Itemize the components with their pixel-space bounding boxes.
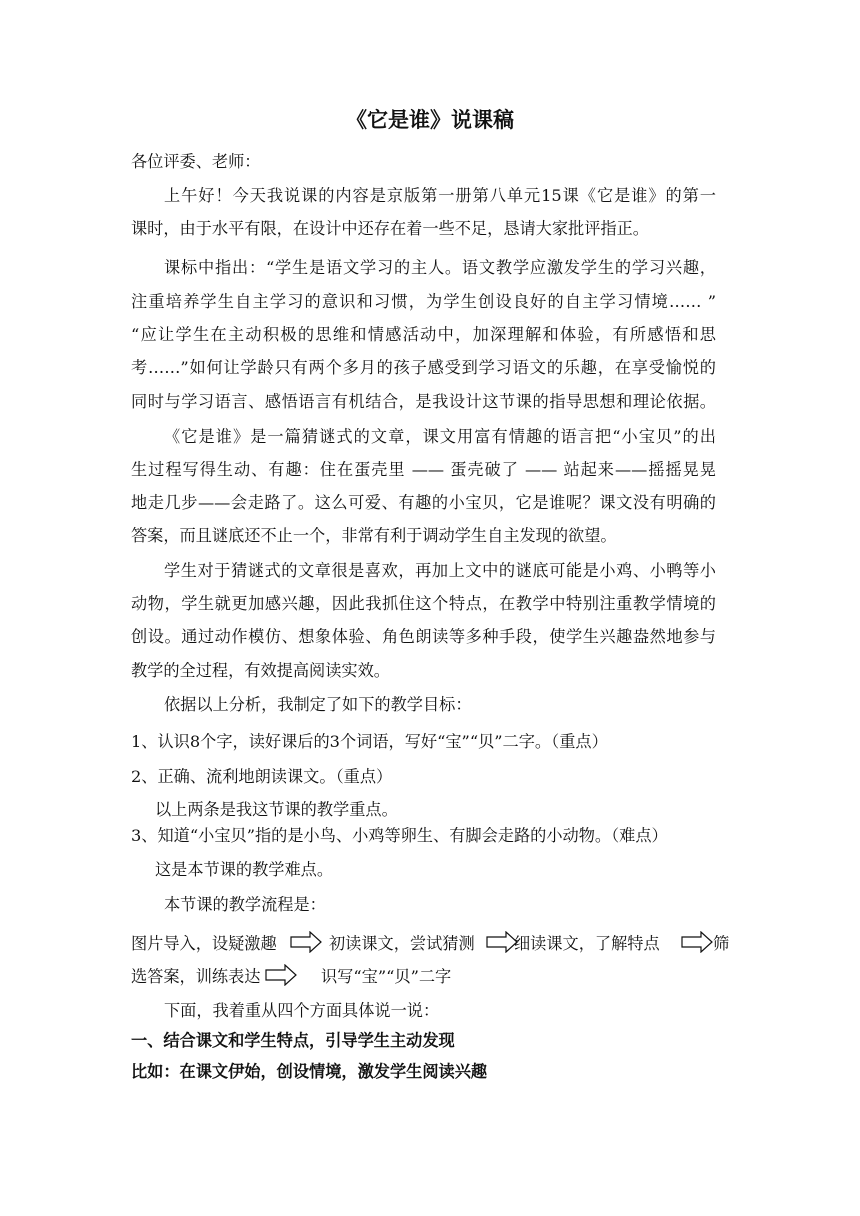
flow-intro: 本节课的教学流程是：	[164, 895, 326, 914]
paragraph-line: 创设。通过动作模仿、想象体验、角色朗读等多种手段，使学生兴趣盎然地参与	[131, 627, 716, 646]
flow-arrow-icon	[265, 964, 297, 986]
paragraph-line: 学生对于猜谜式的文章很是喜欢，再加上文中的谜底可能是小鸡、小鸭等小	[164, 561, 716, 580]
paragraph-line: 课时，由于水平有限，在设计中还存在着一些不足，恳请大家批评指正。	[131, 219, 649, 238]
paragraph-line: 下面，我着重从四个方面具体说一说：	[164, 1001, 440, 1020]
flow-step: 初读课文，尝试猜测	[329, 934, 475, 953]
paragraph-line: 生过程写得生动、有趣：住在蛋壳里 —— 蛋壳破了 —— 站起来——摇摇晃晃	[131, 460, 716, 479]
paragraph-line: 《它是谁》是一篇猜谜式的文章，课文用富有情趣的语言把“小宝贝”的出	[164, 427, 716, 446]
paragraph-line: 上午好！今天我说课的内容是京版第一册第八单元15课《它是谁》的第一	[164, 186, 716, 205]
flow-arrow-icon	[290, 931, 322, 953]
goal-item: 1、认识8个字，读好课后的3个词语，写好“宝”“贝”二字。（重点）	[131, 732, 608, 751]
section-heading: 一、结合课文和学生特点，引导学生主动发现	[131, 1031, 455, 1050]
flow-step: 细读课文，了解特点	[514, 934, 660, 953]
paragraph-line: 课标中指出：“学生是语文学习的主人。语文教学应激发学生的学习兴趣，	[164, 258, 716, 277]
salutation: 各位评委、老师：	[131, 152, 261, 171]
section-subheading: 比如：在课文伊始，创设情境，激发学生阅读兴趣	[131, 1062, 488, 1081]
paragraph-line: 动物，学生就更加感兴趣，因此我抓住这个特点，在教学中特别注重教学情境的	[131, 594, 716, 613]
paragraph-line: 教学的全过程，有效提高阅读实效。	[131, 661, 390, 680]
flow-arrow-icon	[681, 931, 713, 953]
goal-note: 以上两条是我这节课的教学重点。	[155, 800, 398, 819]
page-title: 《它是谁》说课稿	[346, 108, 514, 132]
paragraph-line: 注重培养学生自主学习的意识和习惯，为学生创设良好的自主学习情境…… ”	[131, 292, 716, 311]
goal-item: 2、正确、流利地朗读课文。（重点）	[131, 767, 393, 786]
paragraph-line: 答案，而且谜底还不止一个，非常有利于调动学生自主发现的欲望。	[131, 526, 617, 545]
paragraph-line: 依据以上分析，我制定了如下的教学目标：	[164, 695, 472, 714]
paragraph-line: 同时与学习语言、感悟语言有机结合，是我设计这节课的指导思想和理论依据。	[131, 392, 716, 411]
flow-step: 筛	[713, 934, 730, 953]
paragraph-line: 地走几步——会走路了。这么可爱、有趣的小宝贝，它是谁呢？课文没有明确的	[131, 493, 716, 512]
flow-step: 选答案，训练表达	[131, 967, 261, 986]
flow-step: 识写“宝”“贝”二字	[321, 967, 452, 986]
goal-note: 这是本节课的教学难点。	[155, 860, 334, 879]
flow-step: 图片导入，设疑激趣	[131, 934, 277, 953]
paragraph-line: 考……”如何让学龄只有两个多月的孩子感受到学习语文的乐趣，在享受愉悦的	[131, 358, 716, 377]
paragraph-line: “应让学生在主动积极的思维和情感活动中，加深理解和体验，有所感悟和思	[131, 325, 716, 344]
goal-item: 3、知道“小宝贝”指的是小鸟、小鸡等卵生、有脚会走路的小动物。（难点）	[131, 826, 668, 845]
